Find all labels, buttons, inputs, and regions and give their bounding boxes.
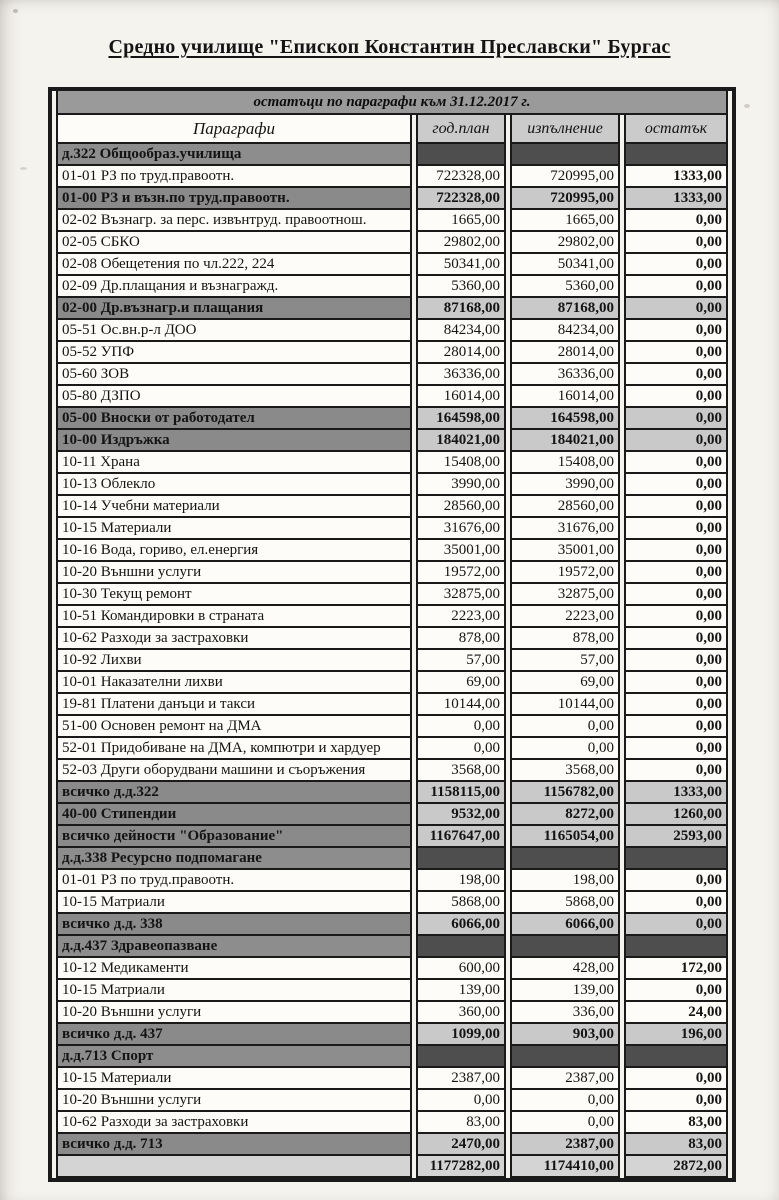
execution-value: 6066,00 [510, 914, 620, 936]
execution-value: 198,00 [510, 870, 620, 892]
row-label: 10-14 Учебни материали [56, 496, 412, 518]
row-label: 02-02 Възнагр. за перс. извънтруд. правоотнош. [56, 210, 412, 232]
scan-artifact [13, 9, 18, 13]
remainder-value: 0,00 [624, 364, 728, 386]
execution-value: 2387,00 [510, 1068, 620, 1090]
annual-plan-value: 878,00 [416, 628, 506, 650]
table-row [56, 980, 728, 1002]
remainder-value: 0,00 [624, 254, 728, 276]
execution-value: 428,00 [510, 958, 620, 980]
annual-plan-value: 0,00 [416, 738, 506, 760]
annual-plan-value: 50341,00 [416, 254, 506, 276]
column-header-paragraphs: Параграфи [56, 115, 412, 144]
execution-value: 5360,00 [510, 276, 620, 298]
table-body [56, 144, 728, 1178]
execution-value: 1665,00 [510, 210, 620, 232]
remainder-value: 2872,00 [624, 1156, 728, 1178]
row-label: всичко д.д.322 [56, 782, 412, 804]
remainder-value: 0,00 [624, 298, 728, 320]
annual-plan-value: 10144,00 [416, 694, 506, 716]
execution-value: 19572,00 [510, 562, 620, 584]
remainder-value: 0,00 [624, 342, 728, 364]
execution-value: 31676,00 [510, 518, 620, 540]
row-label: 10-13 Облекло [56, 474, 412, 496]
row-label: 10-11 Храна [56, 452, 412, 474]
remainder-value: 1333,00 [624, 188, 728, 210]
table-row [56, 1090, 728, 1112]
table-row [56, 584, 728, 606]
remainder-value: 0,00 [624, 650, 728, 672]
execution-value: 184021,00 [510, 430, 620, 452]
execution-value: 69,00 [510, 672, 620, 694]
remainder-value: 0,00 [624, 980, 728, 1002]
remainder-value: 0,00 [624, 1090, 728, 1112]
annual-plan-value [416, 1046, 506, 1068]
row-label: 05-51 Ос.вн.р-л ДОО [56, 320, 412, 342]
annual-plan-value: 3990,00 [416, 474, 506, 496]
row-label: 52-03 Други оборудвани машини и съоръжения [56, 760, 412, 782]
total-row [56, 914, 728, 936]
row-label: 01-01 РЗ по труд.правоотн. [56, 166, 412, 188]
budget-table [48, 87, 736, 1182]
annual-plan-value: 1099,00 [416, 1024, 506, 1046]
row-label: д.д.338 Ресурсно подпомагане [56, 848, 412, 870]
page-title: Средно училище "Епископ Константин Преславски" Бургас [108, 36, 671, 58]
table-row [56, 738, 728, 760]
section-header-row [56, 848, 728, 870]
execution-value: 0,00 [510, 738, 620, 760]
execution-value: 1165054,00 [510, 826, 620, 848]
total-row [56, 1134, 728, 1156]
column-header-annual-plan: год.план [416, 115, 506, 144]
execution-value: 164598,00 [510, 408, 620, 430]
remainder-value: 0,00 [624, 210, 728, 232]
remainder-value: 0,00 [624, 606, 728, 628]
annual-plan-value: 1665,00 [416, 210, 506, 232]
table-row [56, 386, 728, 408]
annual-plan-value: 5360,00 [416, 276, 506, 298]
row-label: всичко д.д. 713 [56, 1134, 412, 1156]
table-row [56, 232, 728, 254]
annual-plan-value: 6066,00 [416, 914, 506, 936]
execution-value: 84234,00 [510, 320, 620, 342]
table-row [56, 892, 728, 914]
table-row [56, 540, 728, 562]
table-row [56, 958, 728, 980]
remainder-value: 0,00 [624, 276, 728, 298]
table-row [56, 518, 728, 540]
annual-plan-value: 139,00 [416, 980, 506, 1002]
table-row [56, 672, 728, 694]
execution-value: 139,00 [510, 980, 620, 1002]
table-row [56, 1112, 728, 1134]
row-label: 10-00 Издръжка [56, 430, 412, 452]
execution-value: 16014,00 [510, 386, 620, 408]
remainder-value: 0,00 [624, 386, 728, 408]
execution-value: 878,00 [510, 628, 620, 650]
annual-plan-value: 0,00 [416, 716, 506, 738]
annual-plan-value: 5868,00 [416, 892, 506, 914]
remainder-value: 0,00 [624, 914, 728, 936]
row-label: 01-00 РЗ и възн.по труд.правоотн. [56, 188, 412, 210]
annual-plan-value: 16014,00 [416, 386, 506, 408]
annual-plan-value: 35001,00 [416, 540, 506, 562]
remainder-value: 0,00 [624, 716, 728, 738]
annual-plan-value: 198,00 [416, 870, 506, 892]
annual-plan-value: 722328,00 [416, 188, 506, 210]
remainder-value: 0,00 [624, 518, 728, 540]
table-row [56, 276, 728, 298]
remainder-value: 1260,00 [624, 804, 728, 826]
total-row [56, 782, 728, 804]
table-row [56, 254, 728, 276]
row-label: 02-00 Др.възнагр.и плащания [56, 298, 412, 320]
row-label: 05-80 ДЗПО [56, 386, 412, 408]
total-row [56, 408, 728, 430]
annual-plan-value [416, 144, 506, 166]
table-row [56, 210, 728, 232]
annual-plan-value: 3568,00 [416, 760, 506, 782]
table-subtitle: остатъци по параграфи към 31.12.2017 г. [56, 91, 728, 115]
remainder-value: 0,00 [624, 320, 728, 342]
row-label: 10-62 Разходи за застраховки [56, 628, 412, 650]
annual-plan-value: 84234,00 [416, 320, 506, 342]
row-label: 02-08 Обещетения по чл.222, 224 [56, 254, 412, 276]
row-label: 10-20 Външни услуги [56, 1002, 412, 1024]
row-label: 52-01 Придобиване на ДМА, компютри и хардуер [56, 738, 412, 760]
execution-value: 720995,00 [510, 188, 620, 210]
row-label: 19-81 Платени данъци и такси [56, 694, 412, 716]
annual-plan-value: 83,00 [416, 1112, 506, 1134]
execution-value: 5868,00 [510, 892, 620, 914]
row-label: 05-00 Вноски от работодател [56, 408, 412, 430]
remainder-value: 0,00 [624, 672, 728, 694]
table-subtitle-row [56, 91, 728, 115]
table-row [56, 496, 728, 518]
row-label: 02-09 Др.плащания и възнагражд. [56, 276, 412, 298]
execution-value: 35001,00 [510, 540, 620, 562]
row-label: д.д.713 Спорт [56, 1046, 412, 1068]
execution-value [510, 936, 620, 958]
row-label: 10-12 Медикаменти [56, 958, 412, 980]
scan-artifact [20, 167, 27, 170]
column-header-remainder: остатък [624, 115, 728, 144]
execution-value [510, 144, 620, 166]
row-label: 01-01 РЗ по труд.правоотн. [56, 870, 412, 892]
table-row [56, 364, 728, 386]
annual-plan-value: 87168,00 [416, 298, 506, 320]
table-row [56, 760, 728, 782]
remainder-value: 0,00 [624, 628, 728, 650]
remainder-value: 24,00 [624, 1002, 728, 1024]
execution-value: 15408,00 [510, 452, 620, 474]
annual-plan-value: 28560,00 [416, 496, 506, 518]
execution-value: 2223,00 [510, 606, 620, 628]
remainder-value: 0,00 [624, 892, 728, 914]
row-label: 10-20 Външни услуги [56, 1090, 412, 1112]
row-label: 10-30 Текущ ремонт [56, 584, 412, 606]
grand-total-row [56, 1156, 728, 1178]
row-label: всичко дейности "Образование" [56, 826, 412, 848]
table-row [56, 166, 728, 188]
row-label: 10-92 Лихви [56, 650, 412, 672]
total-row [56, 298, 728, 320]
remainder-value: 2593,00 [624, 826, 728, 848]
row-label: 05-52 УПФ [56, 342, 412, 364]
annual-plan-value: 1158115,00 [416, 782, 506, 804]
execution-value: 8272,00 [510, 804, 620, 826]
row-label: 10-01 Наказателни лихви [56, 672, 412, 694]
table-row [56, 870, 728, 892]
annual-plan-value: 28014,00 [416, 342, 506, 364]
annual-plan-value: 0,00 [416, 1090, 506, 1112]
annual-plan-value: 1177282,00 [416, 1156, 506, 1178]
remainder-value: 0,00 [624, 540, 728, 562]
annual-plan-value: 164598,00 [416, 408, 506, 430]
execution-value: 28014,00 [510, 342, 620, 364]
annual-plan-value: 2223,00 [416, 606, 506, 628]
row-label: 10-15 Матриали [56, 892, 412, 914]
execution-value: 0,00 [510, 716, 620, 738]
table-row [56, 628, 728, 650]
remainder-value: 0,00 [624, 738, 728, 760]
annual-plan-value: 32875,00 [416, 584, 506, 606]
execution-value: 1174410,00 [510, 1156, 620, 1178]
row-label: д.д.437 Здравеопазване [56, 936, 412, 958]
remainder-value [624, 936, 728, 958]
annual-plan-value: 31676,00 [416, 518, 506, 540]
remainder-value [624, 1046, 728, 1068]
remainder-value: 0,00 [624, 232, 728, 254]
scan-artifact [744, 104, 750, 108]
row-label: 10-15 Матриали [56, 980, 412, 1002]
section-header-row [56, 144, 728, 166]
total-row [56, 826, 728, 848]
execution-value: 36336,00 [510, 364, 620, 386]
remainder-value: 0,00 [624, 408, 728, 430]
annual-plan-value: 360,00 [416, 1002, 506, 1024]
annual-plan-value: 29802,00 [416, 232, 506, 254]
execution-value: 720995,00 [510, 166, 620, 188]
row-label: 51-00 Основен ремонт на ДМА [56, 716, 412, 738]
annual-plan-value: 9532,00 [416, 804, 506, 826]
execution-value: 87168,00 [510, 298, 620, 320]
row-label: 10-16 Вода, гориво, ел.енергия [56, 540, 412, 562]
remainder-value: 0,00 [624, 562, 728, 584]
table-row [56, 694, 728, 716]
execution-value: 1156782,00 [510, 782, 620, 804]
annual-plan-value: 600,00 [416, 958, 506, 980]
execution-value [510, 1046, 620, 1068]
row-label: всичко д.д. 437 [56, 1024, 412, 1046]
execution-value: 3990,00 [510, 474, 620, 496]
annual-plan-value: 2470,00 [416, 1134, 506, 1156]
row-label: 10-20 Външни услуги [56, 562, 412, 584]
row-label: 05-60 ЗОВ [56, 364, 412, 386]
row-label: 02-05 СБКО [56, 232, 412, 254]
annual-plan-value: 69,00 [416, 672, 506, 694]
annual-plan-value: 2387,00 [416, 1068, 506, 1090]
table-row [56, 650, 728, 672]
remainder-value: 0,00 [624, 694, 728, 716]
row-label: 10-62 Разходи за застраховки [56, 1112, 412, 1134]
execution-value: 0,00 [510, 1112, 620, 1134]
row-label: 10-15 Материали [56, 1068, 412, 1090]
annual-plan-value: 57,00 [416, 650, 506, 672]
annual-plan-value: 19572,00 [416, 562, 506, 584]
total-row [56, 430, 728, 452]
row-label: д.322 Общообраз.училища [56, 144, 412, 166]
execution-value: 336,00 [510, 1002, 620, 1024]
table-row [56, 1068, 728, 1090]
table-row [56, 452, 728, 474]
remainder-value: 172,00 [624, 958, 728, 980]
annual-plan-value: 36336,00 [416, 364, 506, 386]
annual-plan-value: 184021,00 [416, 430, 506, 452]
annual-plan-value: 722328,00 [416, 166, 506, 188]
total-row [56, 804, 728, 826]
column-header-row [56, 115, 728, 144]
execution-value: 3568,00 [510, 760, 620, 782]
execution-value: 0,00 [510, 1090, 620, 1112]
execution-value: 10144,00 [510, 694, 620, 716]
remainder-value: 0,00 [624, 496, 728, 518]
remainder-value: 0,00 [624, 870, 728, 892]
execution-value: 28560,00 [510, 496, 620, 518]
annual-plan-value [416, 936, 506, 958]
remainder-value: 0,00 [624, 452, 728, 474]
column-header-execution: изпълнение [510, 115, 620, 144]
annual-plan-value [416, 848, 506, 870]
row-label: 10-51 Командировки в страната [56, 606, 412, 628]
execution-value: 2387,00 [510, 1134, 620, 1156]
annual-plan-value: 1167647,00 [416, 826, 506, 848]
total-row [56, 188, 728, 210]
row-label: всичко д.д. 338 [56, 914, 412, 936]
remainder-value: 0,00 [624, 430, 728, 452]
table-row [56, 606, 728, 628]
row-label: 10-15 Материали [56, 518, 412, 540]
remainder-value: 83,00 [624, 1112, 728, 1134]
table-row [56, 474, 728, 496]
execution-value [510, 848, 620, 870]
table-row [56, 342, 728, 364]
row-label: 40-00 Стипендии [56, 804, 412, 826]
remainder-value: 0,00 [624, 474, 728, 496]
remainder-value: 1333,00 [624, 782, 728, 804]
remainder-value: 1333,00 [624, 166, 728, 188]
remainder-value: 83,00 [624, 1134, 728, 1156]
section-header-row [56, 936, 728, 958]
execution-value: 903,00 [510, 1024, 620, 1046]
section-header-row [56, 1046, 728, 1068]
table-row [56, 1002, 728, 1024]
execution-value: 57,00 [510, 650, 620, 672]
row-label [56, 1156, 412, 1178]
annual-plan-value: 15408,00 [416, 452, 506, 474]
execution-value: 29802,00 [510, 232, 620, 254]
table-row [56, 320, 728, 342]
remainder-value: 0,00 [624, 760, 728, 782]
execution-value: 50341,00 [510, 254, 620, 276]
remainder-value: 0,00 [624, 584, 728, 606]
remainder-value [624, 848, 728, 870]
remainder-value: 0,00 [624, 1068, 728, 1090]
table-row [56, 716, 728, 738]
remainder-value [624, 144, 728, 166]
total-row [56, 1024, 728, 1046]
table-row [56, 562, 728, 584]
execution-value: 32875,00 [510, 584, 620, 606]
remainder-value: 196,00 [624, 1024, 728, 1046]
